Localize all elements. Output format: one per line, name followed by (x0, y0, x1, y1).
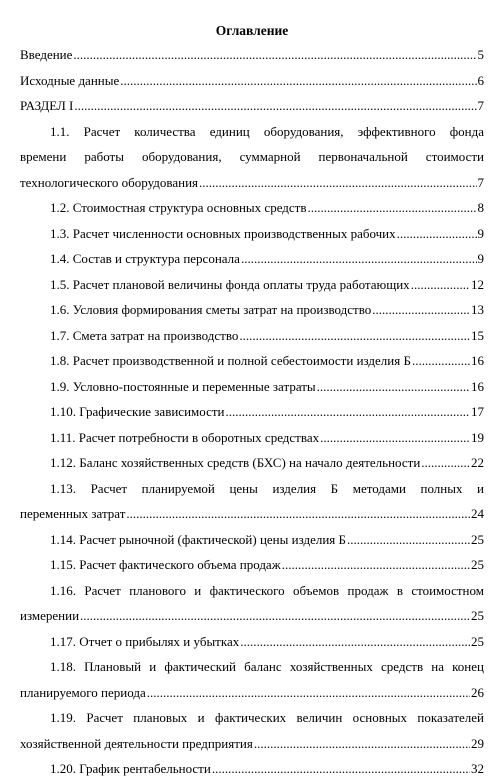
toc-page-number: 25 (471, 633, 484, 649)
toc-entry[interactable] (20, 297, 484, 323)
dot-leader (225, 399, 470, 425)
dot-leader (126, 501, 470, 527)
toc-entry-text: времени работы оборудования, суммарной первоначальной стоимости (20, 149, 484, 164)
toc-entry[interactable] (20, 450, 484, 476)
toc-entry[interactable] (20, 93, 484, 119)
toc-entry[interactable] (20, 42, 484, 68)
toc-entry-text: 1.5. Расчет плановой величины фонда оплаты труда работающих (50, 276, 410, 292)
toc-entry-text: измерении (20, 608, 80, 623)
toc-entry[interactable] (20, 425, 484, 451)
dot-leader (347, 527, 470, 553)
toc-entry[interactable] (20, 527, 484, 553)
toc-page-number: 25 (471, 557, 484, 572)
dot-leader (147, 680, 470, 706)
toc-entry-text: 1.1. Расчет количества единиц оборудования, эффективного фонда (50, 123, 484, 139)
toc-entry-text: 1.2. Стоимостная структура основных средств (50, 200, 307, 215)
toc-entry-last-line (20, 680, 484, 706)
dot-leader (199, 170, 476, 196)
toc-entry[interactable] (20, 374, 484, 400)
dot-leader (372, 297, 470, 323)
toc-entry-text: 1.8. Расчет производственной и полной себестоимости изделия Б (50, 353, 411, 368)
toc-entry[interactable] (20, 629, 484, 655)
dot-leader (282, 552, 470, 578)
toc-entry[interactable] (20, 399, 484, 425)
toc-entry[interactable] (20, 756, 484, 782)
dot-leader (412, 348, 470, 374)
toc-entry-text: 1.3. Расчет численности основных производственных рабочих (50, 225, 396, 241)
toc-entry[interactable] (20, 195, 484, 221)
dot-leader (317, 374, 470, 400)
dot-leader (411, 272, 470, 298)
toc-page-number: 15 (471, 327, 484, 343)
toc-entry-text: Введение (20, 47, 73, 62)
toc-page-number: 32 (471, 761, 484, 776)
toc-entry-last-line (20, 170, 484, 196)
toc-entry-text: 1.4. Состав и структура персонала (50, 251, 240, 266)
dot-leader (254, 731, 470, 757)
dot-leader (80, 603, 470, 629)
toc-page-number: 25 (471, 531, 484, 547)
dot-leader (308, 195, 477, 221)
toc-page-number: 24 (471, 506, 484, 521)
dot-leader (240, 629, 470, 655)
dot-leader (120, 68, 476, 94)
toc-entry[interactable] (20, 68, 484, 94)
toc-entry[interactable] (20, 221, 484, 247)
toc-entry-text: 1.20. График рентабельности (50, 761, 211, 776)
toc-page-number: 8 (477, 200, 484, 215)
toc-page-number: 5 (477, 47, 484, 62)
toc-entry-text: 1.15. Расчет фактического объема продаж (50, 557, 281, 572)
toc-entry[interactable] (20, 705, 484, 756)
dot-leader (320, 425, 470, 451)
dot-leader (397, 221, 477, 247)
toc-page-number: 6 (477, 72, 484, 88)
toc-page-number: 17 (471, 404, 484, 419)
toc-entry[interactable] (20, 323, 484, 349)
toc-entry-last-line (20, 501, 484, 527)
toc-entry-text: 1.19. Расчет плановых и фактических величин основных показателей (50, 710, 484, 725)
toc-page-number: 13 (471, 302, 484, 317)
toc-page-number: 12 (471, 276, 484, 292)
toc-list (20, 42, 484, 782)
dot-leader (73, 42, 476, 68)
toc-entry[interactable] (20, 476, 484, 527)
dot-leader (74, 93, 476, 119)
toc-entry-text: 1.14. Расчет рыночной (фактической) цены изделия Б (50, 531, 347, 547)
toc-entry-last-line (20, 731, 484, 757)
toc-page-number: 9 (477, 251, 484, 266)
toc-entry-text: переменных затрат (20, 506, 126, 521)
toc-entry-text: 1.13. Расчет планируемой цены изделия Б методами полных и (50, 480, 484, 496)
toc-entry-text: 1.6. Условия формирования сметы затрат на производство (50, 302, 372, 317)
toc-page-number: 9 (477, 225, 484, 241)
toc-entry-text: планируемого периода (20, 684, 146, 700)
toc-page-number: 22 (471, 455, 484, 470)
toc-entry[interactable] (20, 552, 484, 578)
dot-leader (212, 756, 470, 782)
toc-entry-text: 1.18. Плановый и фактический баланс хозяйственных средств на конец (50, 659, 484, 674)
toc-entry[interactable] (20, 246, 484, 272)
toc-entry-text: 1.16. Расчет планового и фактического объемов продаж в стоимостном (50, 582, 484, 598)
toc-entry-text: 1.11. Расчет потребности в оборотных средствах (50, 429, 320, 445)
toc-page-number: 26 (471, 684, 484, 700)
toc-entry-text: 1.12. Баланс хозяйственных средств (БХС) на начало деятельности (50, 455, 421, 470)
toc-entry[interactable] (20, 348, 484, 374)
dot-leader (241, 246, 477, 272)
toc-page-number: 7 (477, 174, 484, 190)
toc-page-number: 16 (471, 378, 484, 394)
toc-page-number: 7 (477, 98, 484, 113)
toc-title: Оглавление (215, 23, 289, 38)
toc-entry[interactable] (20, 654, 484, 705)
toc-page-number: 19 (471, 429, 484, 445)
dot-leader (421, 450, 470, 476)
toc-entry-text: технологического оборудования (20, 174, 199, 190)
toc-entry-text: Исходные данные (20, 72, 120, 88)
toc-entry-text: РАЗДЕЛ I (20, 98, 74, 113)
dot-leader (239, 323, 470, 349)
toc-entry-text: 1.10. Графические зависимости (50, 404, 225, 419)
toc-entry-text: 1.17. Отчет о прибылях и убытках (50, 633, 240, 649)
toc-entry-text: 1.9. Условно-постоянные и переменные затраты (50, 378, 316, 394)
toc-entry-text: 1.7. Смета затрат на производство (50, 327, 239, 343)
toc-entry-text: хозяйственной деятельности предприятия (20, 735, 253, 751)
toc-entry-last-line (20, 603, 484, 629)
toc-page-number: 16 (471, 353, 484, 368)
toc-page-number: 25 (471, 608, 484, 623)
toc-entry[interactable] (20, 119, 484, 196)
toc-page-number: 29 (471, 735, 484, 751)
toc-entry[interactable] (20, 578, 484, 629)
toc-entry[interactable] (20, 272, 484, 298)
